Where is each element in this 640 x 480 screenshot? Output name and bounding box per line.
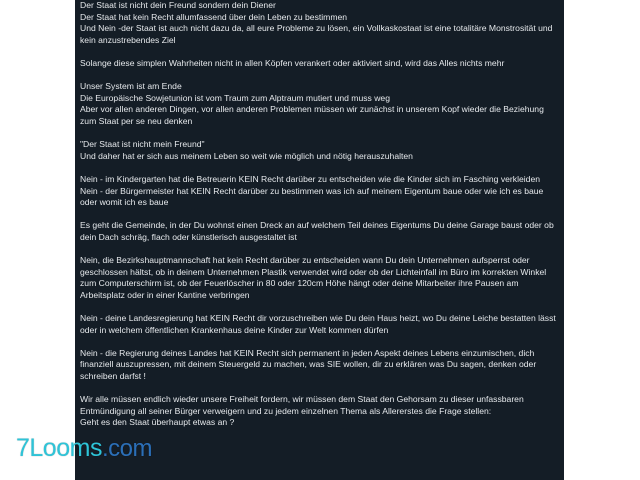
watermark-brand: 7Looms: [16, 434, 102, 462]
post-paragraph: Nein - deine Landesregierung hat KEIN Recht dir vorzuschreiben wie Du dein Haus heizt, wo Du deine Leiche bestatten lässt oder in welchem öffentlichen Krankenhaus deine Kinder zur Welt kommen dürfen: [80, 313, 556, 335]
post-paragraph: Nein - die Regierung deines Landes hat KEIN Recht sich permanent in jeden Aspekt deines Lebens einzumischen, dich finanziell auszupressen, mit deinem Steuergeld zu machen, was SIE wollen, dir zu erklären was Du sagen, denken oder schreiben darfst !: [80, 347, 537, 381]
post-body: [80, 0, 560, 429]
post-paragraph: Es geht die Gemeinde, in der Du wohnst einen Dreck an auf welchem Teil deines Eigentums Du deine Garage baust oder ob dein Dach schräg, flach oder künstlerisch ausgestaltet ist: [80, 220, 554, 242]
post-paragraph: Der Staat ist nicht dein Freund sondern dein Diener Der Staat hat kein Recht allumfassend über dein Leben zu bestimmen Und Nein -der Staat ist auch nicht dazu da, all eure Probleme zu lösen, ein Vollkaskostaat ist eine totalitäre Monstrosität und kein anzustrebendes Ziel: [80, 0, 553, 45]
post-paragraph: "Der Staat ist nicht mein Freund" Und daher hat er sich aus meinem Leben so weit wie möglich und nötig herauszuhalten: [80, 139, 413, 161]
post-paragraph: Solange diese simplen Wahrheiten nicht in allen Köpfen verankert oder aktiviert sind, wird das Alles nichts mehr: [80, 57, 505, 68]
post-paragraph: Nein - im Kindergarten hat die Betreuerin KEIN Recht darüber zu entscheiden wie die Kinder sich im Fasching verkleiden Nein - der Bürgermeister hat KEIN Recht darüber zu bestimmen was ich auf meinem Eigentum baue oder wie ich es baue oder womit ich es baue: [80, 173, 544, 208]
watermark-tld: .com: [101, 435, 152, 462]
post-paragraph: Unser System ist am Ende Die Europäische Sowjetunion ist vom Traum zum Alptraum mutiert und muss weg Aber vor allen anderen Dingen, vor allen anderen Problemen müssen wir zunächst in unserem Kopf wieder die Beziehung zum Staat per se neu denken: [80, 81, 544, 126]
site-watermark: [16, 434, 152, 470]
post-paragraph: Wir alle müssen endlich wieder unsere Freiheit fordern, wir müssen dem Staat den Gehorsam zu dieser unfassbaren Entmündigung all seiner Bürger verweigern und zu jedem einzelnen Thema als Allererstes die Frage stellen: Geht es den Staat überhaupt etwas an ?: [80, 394, 524, 428]
post-paragraph: Nein, die Bezirkshauptmannschaft hat kein Recht darüber zu entscheiden wann Du dein Unternehmen aufsperrst oder geschlossen hältst, ob in deinem Unternehmen Plastik verwendet wird oder ob der Lichteinfall im Büro im korrekten Winkel zum Computerschirm ist, ob der Feuerlöscher in 80 oder 120cm Höhe hängt oder deine Mitarbeiter ihre Pausen am Arbeitsplatz oder in einer Kantine verbringen: [80, 255, 547, 300]
post-card: [75, 0, 564, 480]
